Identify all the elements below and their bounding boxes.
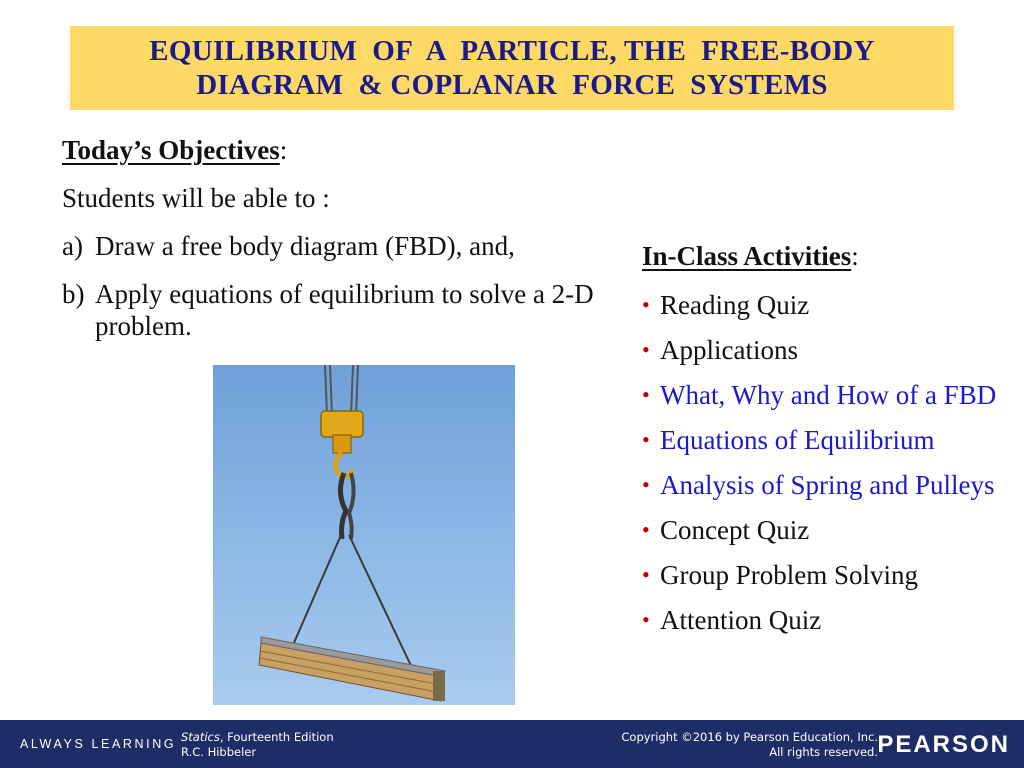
objectives-heading-colon: :: [279, 135, 288, 165]
objective-text: Draw a free body diagram (FBD), and,: [95, 231, 515, 261]
activities-heading-colon: :: [851, 241, 859, 271]
activities-section: [642, 240, 1012, 646]
objectives-heading-text: Today’s Objectives: [62, 135, 280, 165]
footer-copyright-line: Copyright ©2016 by Pearson Education, Inc.: [621, 730, 878, 744]
activity-text: Applications: [660, 335, 798, 365]
objective-item: [62, 278, 622, 342]
footer-book-title: Statics: [181, 730, 220, 744]
slide-title-line-2: DIAGRAM & COPLANAR FORCE SYSTEMS: [196, 69, 828, 101]
footer-book-author: R.C. Hibbeler: [181, 745, 257, 759]
activity-item: [642, 556, 1012, 594]
activity-text: What, Why and How of a FBD: [660, 380, 997, 410]
activities-heading-text: In-Class Activities: [642, 241, 852, 271]
activity-text: Concept Quiz: [660, 515, 810, 545]
activity-item: [642, 601, 1012, 639]
activity-text: Reading Quiz: [660, 290, 810, 320]
bullet-icon: •: [642, 562, 650, 587]
activity-item-link[interactable]: [642, 466, 1012, 504]
activity-text: Group Problem Solving: [660, 560, 919, 590]
bullet-icon: •: [642, 427, 650, 452]
objective-label: a): [62, 231, 83, 261]
activity-text: Attention Quiz: [660, 605, 822, 635]
footer-bar: [0, 720, 1024, 768]
bullet-icon: •: [642, 472, 650, 497]
objective-label: b): [62, 279, 85, 309]
footer-tagline: ALWAYS LEARNING: [20, 737, 177, 751]
activity-text: Equations of Equilibrium: [660, 425, 935, 455]
objectives-heading: [62, 134, 622, 166]
footer-rights-line: All rights reserved.: [769, 745, 878, 759]
bullet-icon: •: [642, 292, 650, 317]
bullet-icon: •: [642, 382, 650, 407]
objective-text: Apply equations of equilibrium to solve a 2-D problem.: [95, 279, 594, 341]
bullet-icon: •: [642, 337, 650, 362]
activity-text: Analysis of Spring and Pulleys: [660, 470, 995, 500]
activity-item: [642, 286, 1012, 324]
objective-item: [62, 230, 622, 262]
activity-item-link[interactable]: [642, 376, 1012, 414]
activity-item: [642, 511, 1012, 549]
slide-title-box: [70, 26, 954, 110]
objectives-section: [62, 134, 622, 358]
bullet-icon: •: [642, 607, 650, 632]
crane-lifting-photo: [213, 365, 515, 705]
activity-item-link[interactable]: [642, 421, 1012, 459]
footer-book-edition: , Fourteenth Edition: [219, 730, 334, 744]
activity-item: [642, 331, 1012, 369]
activities-heading: [642, 240, 1012, 272]
footer-copyright: [621, 730, 878, 760]
objectives-intro: Students will be able to :: [62, 183, 330, 213]
crane-hook-illustration: [213, 365, 515, 705]
pearson-logo: PEARSON: [877, 731, 1010, 758]
slide-title-line-1: EQUILIBRIUM OF A PARTICLE, THE FREE-BODY: [149, 35, 875, 67]
footer-book-info: [181, 730, 334, 760]
bullet-icon: •: [642, 517, 650, 542]
